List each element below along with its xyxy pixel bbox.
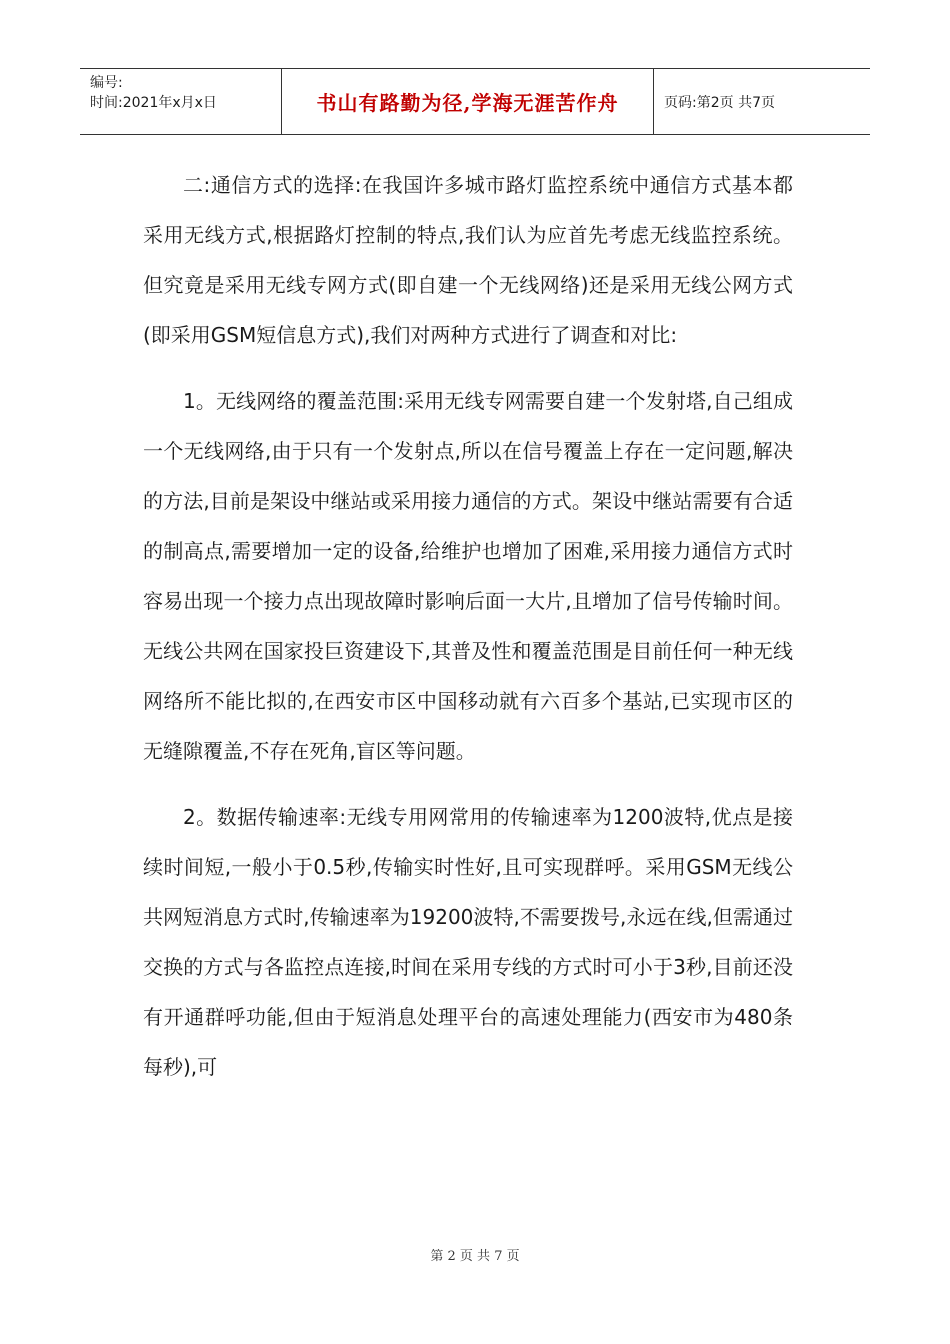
document-body [143,160,793,1108]
paragraph-coverage: 1。无线网络的覆盖范围:采用无线专网需要自建一个发射塔,自己组成一个无线网络,由于只有一个发射点,所以在信号覆盖上存在一定问题,解决的方法,目前是架设中继站或采用接力通信的方式。架设中继站需要有合适的制高点,需要增加一定的设备,给维护也增加了困难,采用接力通信方式时容易出现一个接力点出现故障时影响后面一大片,且增加了信号传输时间。无线公共网在国家投巨资建设下,其普及性和覆盖范围是目前任何一种无线网络所不能比拟的,在西安市区中国移动就有六百多个基站,已实现市区的无缝隙覆盖,不存在死角,盲区等问题。 [143,389,793,763]
page-footer: 第 2 页 共 7 页 [430,1249,520,1264]
header-page-info: 页码:第2页 共7页 [664,94,775,111]
document-header [80,68,870,135]
paragraph-transmission-rate: 2。数据传输速率:无线专用网常用的传输速率为1200波特,优点是接续时间短,一般小于0.5秒,传输实时性好,且可实现群呼。采用GSM无线公共网短消息方式时,传输速率为19200波特,不需要拨号,永远在线,但需通过交换的方式与各监控点连接,时间在采用专线的方式时可小于3秒,目前还没有开通群呼功能,但由于短消息处理平台的高速处理能力(西安市为480条每秒),可 [143,805,793,1079]
header-meta [80,69,282,134]
document-number-label: 编号: [90,75,123,91]
paragraph-communication-method: 二:通信方式的选择:在我国许多城市路灯监控系统中通信方式基本都采用无线方式,根据路灯控制的特点,我们认为应首先考虑无线监控系统。但究竟是采用无线专网方式(即自建一个无线网络)还是采用无线公网方式(即采用GSM短信息方式),我们对两种方式进行了调查和对比: [143,173,793,347]
document-time-label: 时间:2021年x月x日 [90,95,217,111]
header-motto: 书山有路勤为径,学海无涯苦作舟 [282,69,654,134]
